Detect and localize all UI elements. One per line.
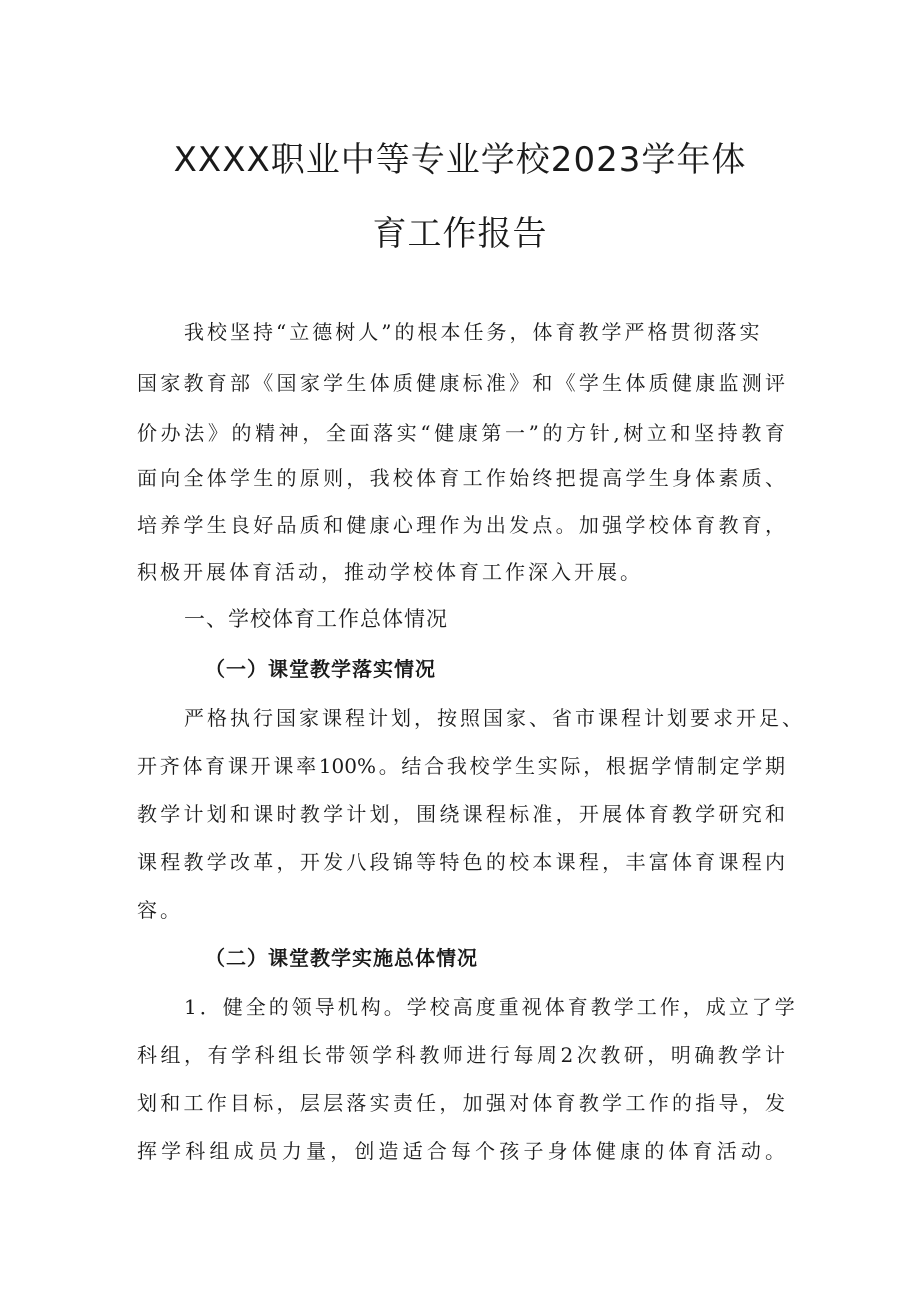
paragraph-line: 开齐体育课开课率100%。结合我校学生实际，根据学情制定学期 xyxy=(137,754,785,778)
section-heading: 一、学校体育工作总体情况 xyxy=(184,607,448,631)
document-title-line-1: XXXX职业中等专业学校2023学年体 xyxy=(173,140,747,180)
intro-line: 积极开展体育活动，推动学校体育工作深入开展。 xyxy=(137,560,643,584)
subsection-heading-2: （二）课堂教学实施总体情况 xyxy=(205,946,478,970)
intro-line: 培养学生良好品质和健康心理作为出发点。加强学校体育教育， xyxy=(137,513,785,537)
paragraph-line: 科组，有学科组长带领学科教师进行每周2次教研，明确教学计 xyxy=(137,1043,785,1067)
intro-line: 国家教育部《国家学生体质健康标准》和《学生体质健康监测评 xyxy=(137,371,785,395)
paragraph-line: 1．健全的领导机构。学校高度重视体育教学工作，成立了学 xyxy=(184,995,798,1019)
document-title-line-2: 育工作报告 xyxy=(372,214,548,254)
paragraph-line: 容。 xyxy=(137,898,183,922)
intro-line: 价办法》的精神，全面落实“健康第一”的方针,树立和坚持教育 xyxy=(137,421,785,445)
intro-line: 我校坚持“立德树人”的根本任务，体育教学严格贯彻落实 xyxy=(184,320,763,344)
intro-line: 面向全体学生的原则，我校体育工作始终把提高学生身体素质、 xyxy=(137,466,785,490)
paragraph-line: 教学计划和课时教学计划，围绕课程标准，开展体育教学研究和 xyxy=(137,802,785,826)
paragraph-line: 划和工作目标，层层落实责任，加强对体育教学工作的指导，发 xyxy=(137,1091,785,1115)
subsection-heading-1: （一）课堂教学落实情况 xyxy=(205,657,436,681)
paragraph-line: 挥学科组成员力量，创造适合每个孩子身体健康的体育活动。 xyxy=(137,1139,785,1163)
paragraph-line: 课程教学改革，开发八段锦等特色的校本课程，丰富体育课程内 xyxy=(137,850,785,874)
paragraph-line: 严格执行国家课程计划，按照国家、省市课程计划要求开足、 xyxy=(184,706,805,730)
